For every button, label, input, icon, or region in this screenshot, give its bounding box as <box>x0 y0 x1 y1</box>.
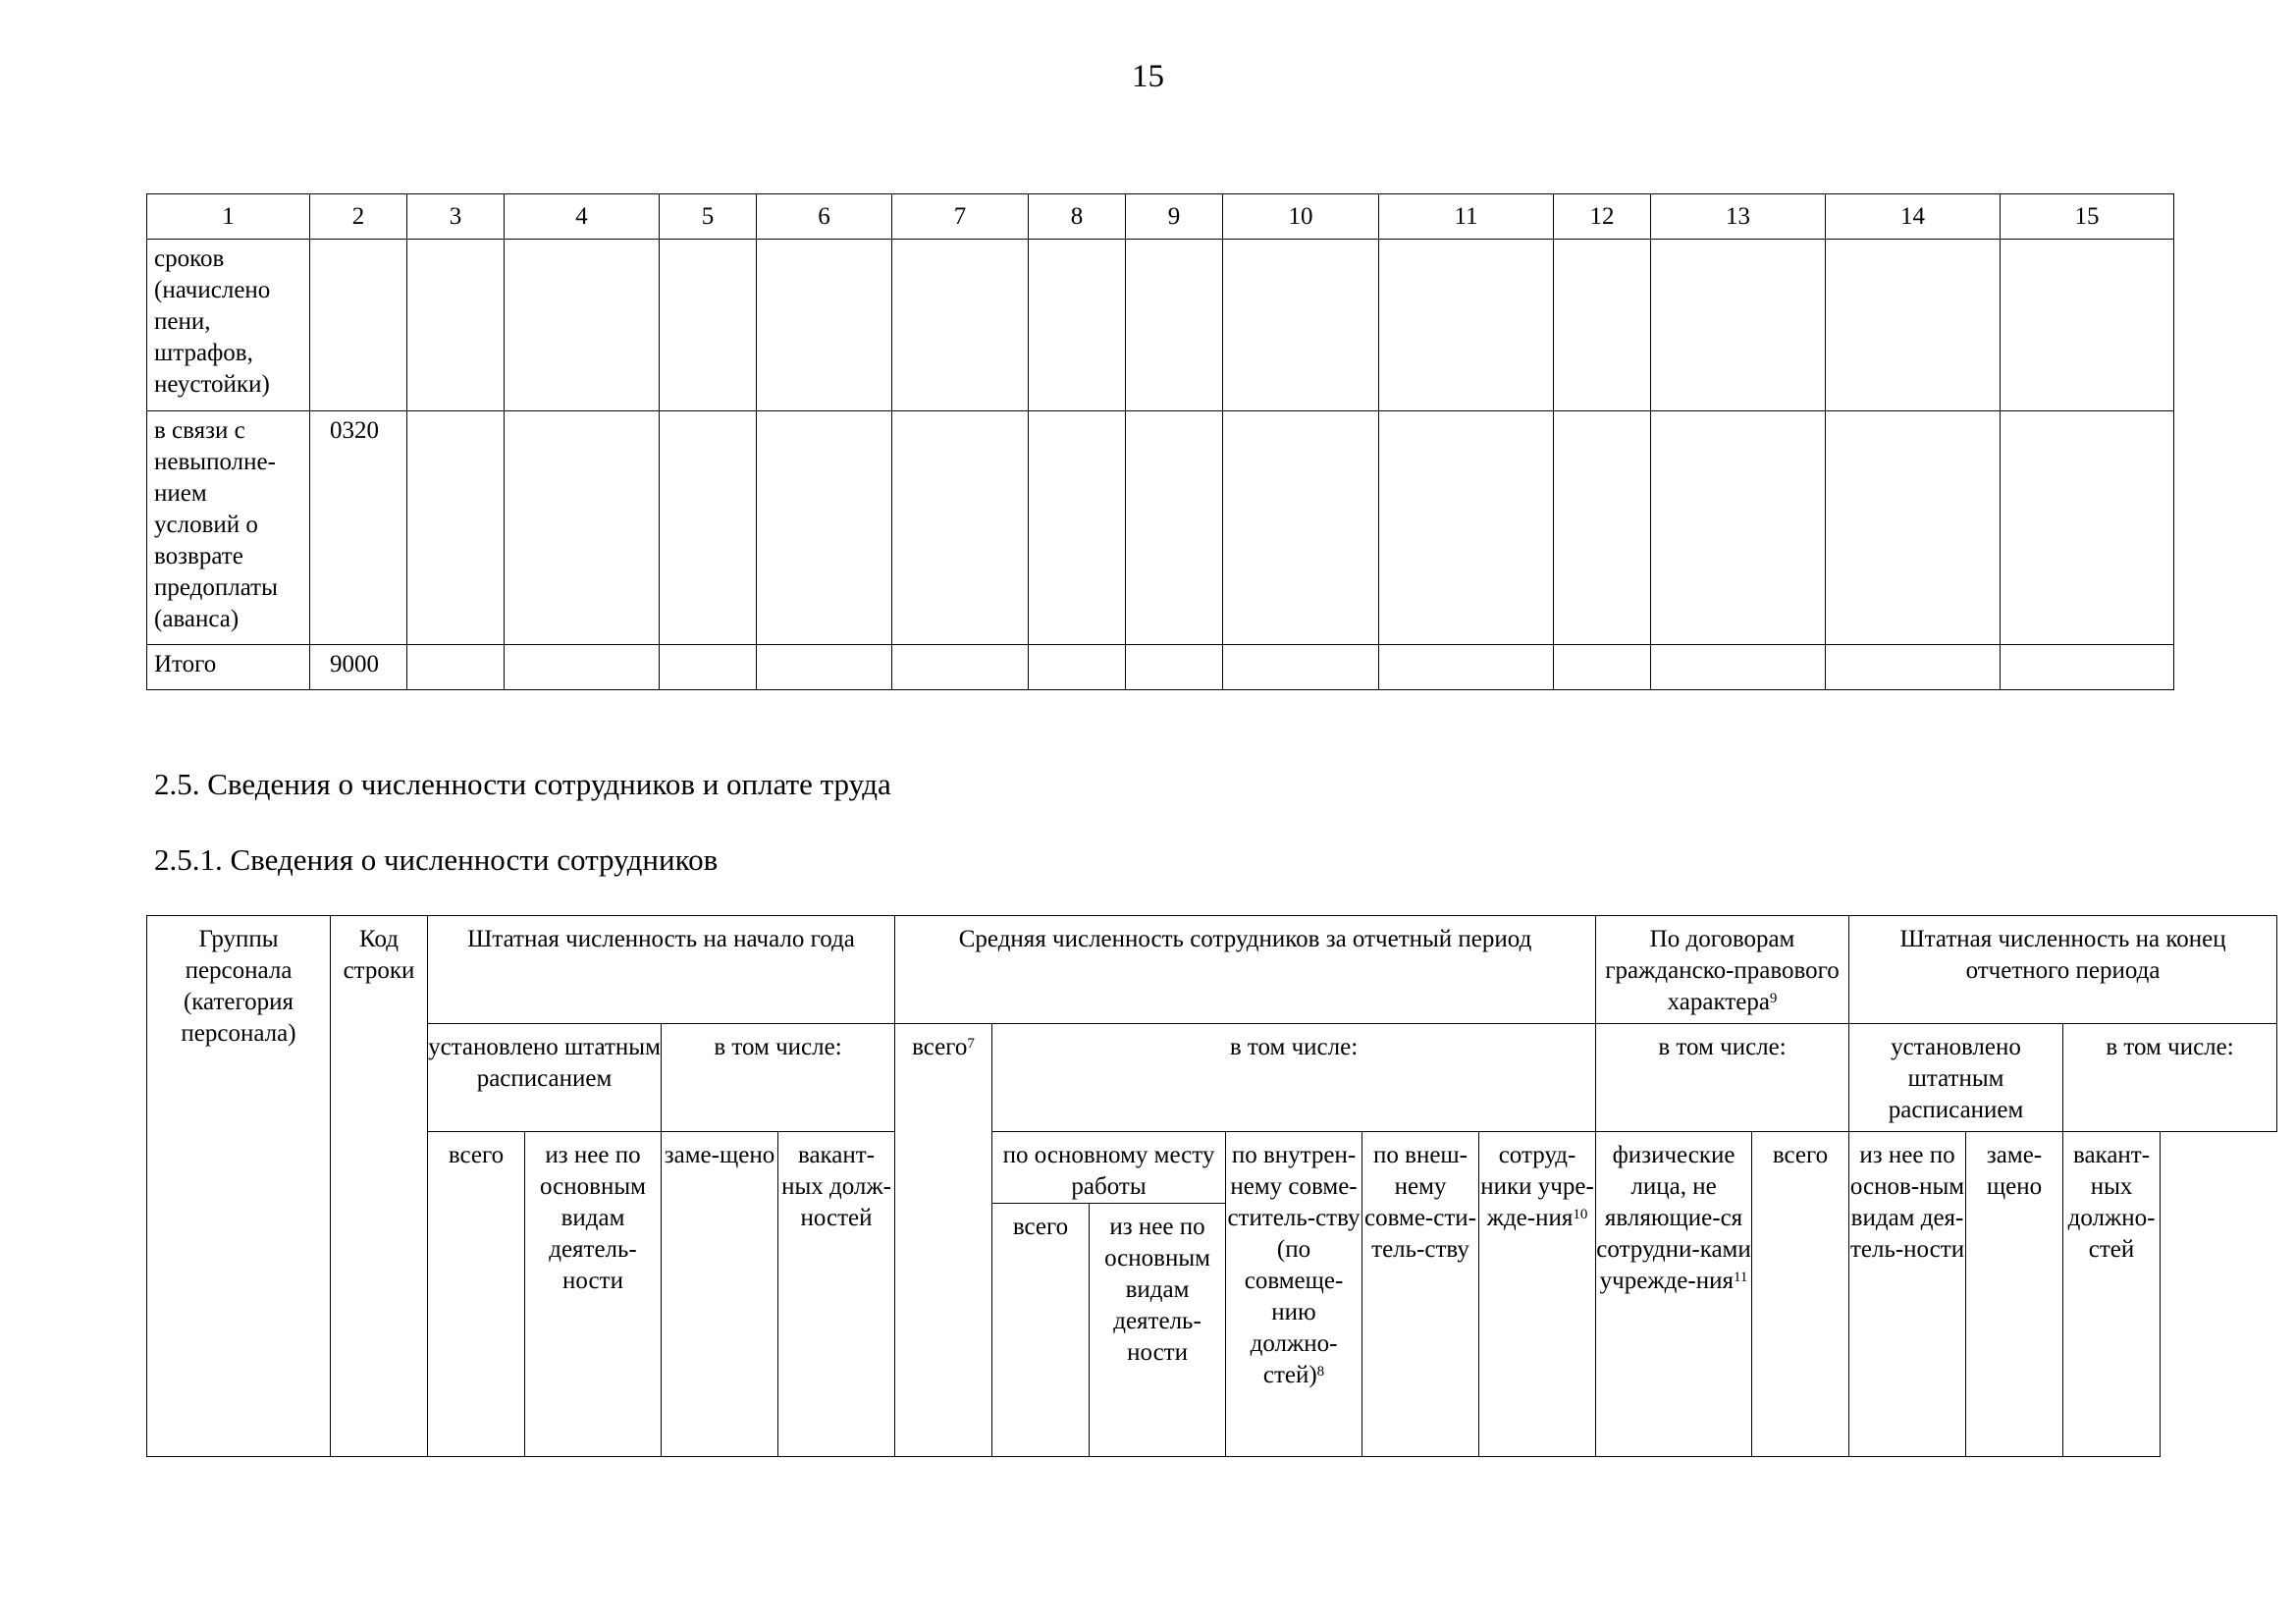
column-number: 9 <box>1126 194 1223 240</box>
header-including: в том числе: <box>992 1024 1596 1132</box>
section-title: 2.5. Сведения о численности сотрудников и оплате труда <box>154 767 891 801</box>
footnote-marker: 7 <box>967 1036 975 1052</box>
header-staff-start: Штатная численность на начало года <box>428 916 895 1024</box>
header-filled: заме-щено <box>1966 1132 2063 1457</box>
header-total: всего <box>428 1132 525 1457</box>
row-label: Итого <box>147 645 310 690</box>
header-of-which-main: из нее по основным видам деятель-ности <box>525 1132 662 1457</box>
column-number: 13 <box>1651 194 1826 240</box>
header-of-which-main-end: из нее по основ-ным видам дея-тель-ности <box>1849 1132 1966 1457</box>
table-row <box>147 240 2174 411</box>
header-established: установлено штатным расписанием <box>1849 1024 2063 1132</box>
column-number: 4 <box>505 194 660 240</box>
header-employees: сотруд-ники учре-жде-ния$^{10}$ <box>1479 1132 1596 1457</box>
header-including: в том числе: <box>1596 1024 1849 1132</box>
row-label: сроков (начислено пени, штрафов, неустойки) <box>147 240 310 411</box>
header-total: всего$^7$ <box>895 1024 992 1457</box>
column-number: 3 <box>407 194 505 240</box>
header-including: в том числе: <box>2063 1024 2277 1132</box>
row-code: 0320 <box>310 411 407 645</box>
column-number: 8 <box>1029 194 1126 240</box>
header-groups: Группы персонала (категория персонала) <box>147 916 331 1457</box>
column-number: 11 <box>1379 194 1554 240</box>
footnote-marker: 8 <box>1316 1364 1325 1380</box>
row-code: 9000 <box>310 645 407 690</box>
header-vacant: вакант-ных долж-ностей <box>778 1132 895 1457</box>
header-including: в том числе: <box>662 1024 895 1132</box>
footnote-marker: 9 <box>1769 991 1778 1006</box>
header-staff-end: Штатная численность на конец отчетного периода <box>1849 916 2277 1024</box>
table-header-row <box>147 194 2174 240</box>
header-of-which-main: из нее по основным видам деятель-ности <box>1090 1204 1226 1457</box>
table-row <box>147 411 2174 645</box>
header-vacant-end: вакант-ных должно-стей <box>2063 1132 2161 1457</box>
header-individuals: физические лица, не являющие-ся сотрудни-ками учрежде-ния$^{11}$ <box>1596 1132 1752 1457</box>
column-number: 1 <box>147 194 310 240</box>
column-number: 15 <box>2001 194 2174 240</box>
header-total: всего <box>1752 1132 1849 1457</box>
column-number: 5 <box>660 194 757 240</box>
column-number: 7 <box>892 194 1029 240</box>
header-code: Код строки <box>331 916 428 1457</box>
header-internal: по внутрен-нему совме-ститель-ству (по совмеще-нию должно-стей)$^8$ <box>1226 1132 1362 1457</box>
column-number: 12 <box>1554 194 1651 240</box>
page-number: 15 <box>1132 59 1164 94</box>
header-average-count: Средняя численность сотрудников за отчетный период <box>895 916 1596 1024</box>
footnote-marker: 10 <box>1573 1207 1588 1222</box>
header-civil-contracts: По договорам гражданско-правового характера$^9$ <box>1596 916 1849 1024</box>
column-number: 10 <box>1223 194 1379 240</box>
header-external: по внеш-нему совме-сти-тель-ству <box>1362 1132 1479 1457</box>
row-code <box>310 240 407 411</box>
footnote-marker: 11 <box>1733 1270 1748 1285</box>
row-label: в связи с невыполне- нием условий о возврате предоплаты (аванса) <box>147 411 310 645</box>
table-row-total <box>147 645 2174 690</box>
header-filled: заме-щено <box>662 1132 778 1457</box>
header-total: всего <box>992 1204 1090 1457</box>
subsection-title: 2.5.1. Сведения о численности сотрудников <box>154 842 719 877</box>
header-main-place: по основному месту работы <box>992 1132 1226 1204</box>
column-number: 6 <box>757 194 892 240</box>
column-number: 14 <box>1826 194 2001 240</box>
staff-count-table <box>146 915 2277 1457</box>
header-established: установлено штатным расписанием <box>428 1024 662 1132</box>
column-number: 2 <box>310 194 407 240</box>
continuation-table <box>146 193 2174 690</box>
